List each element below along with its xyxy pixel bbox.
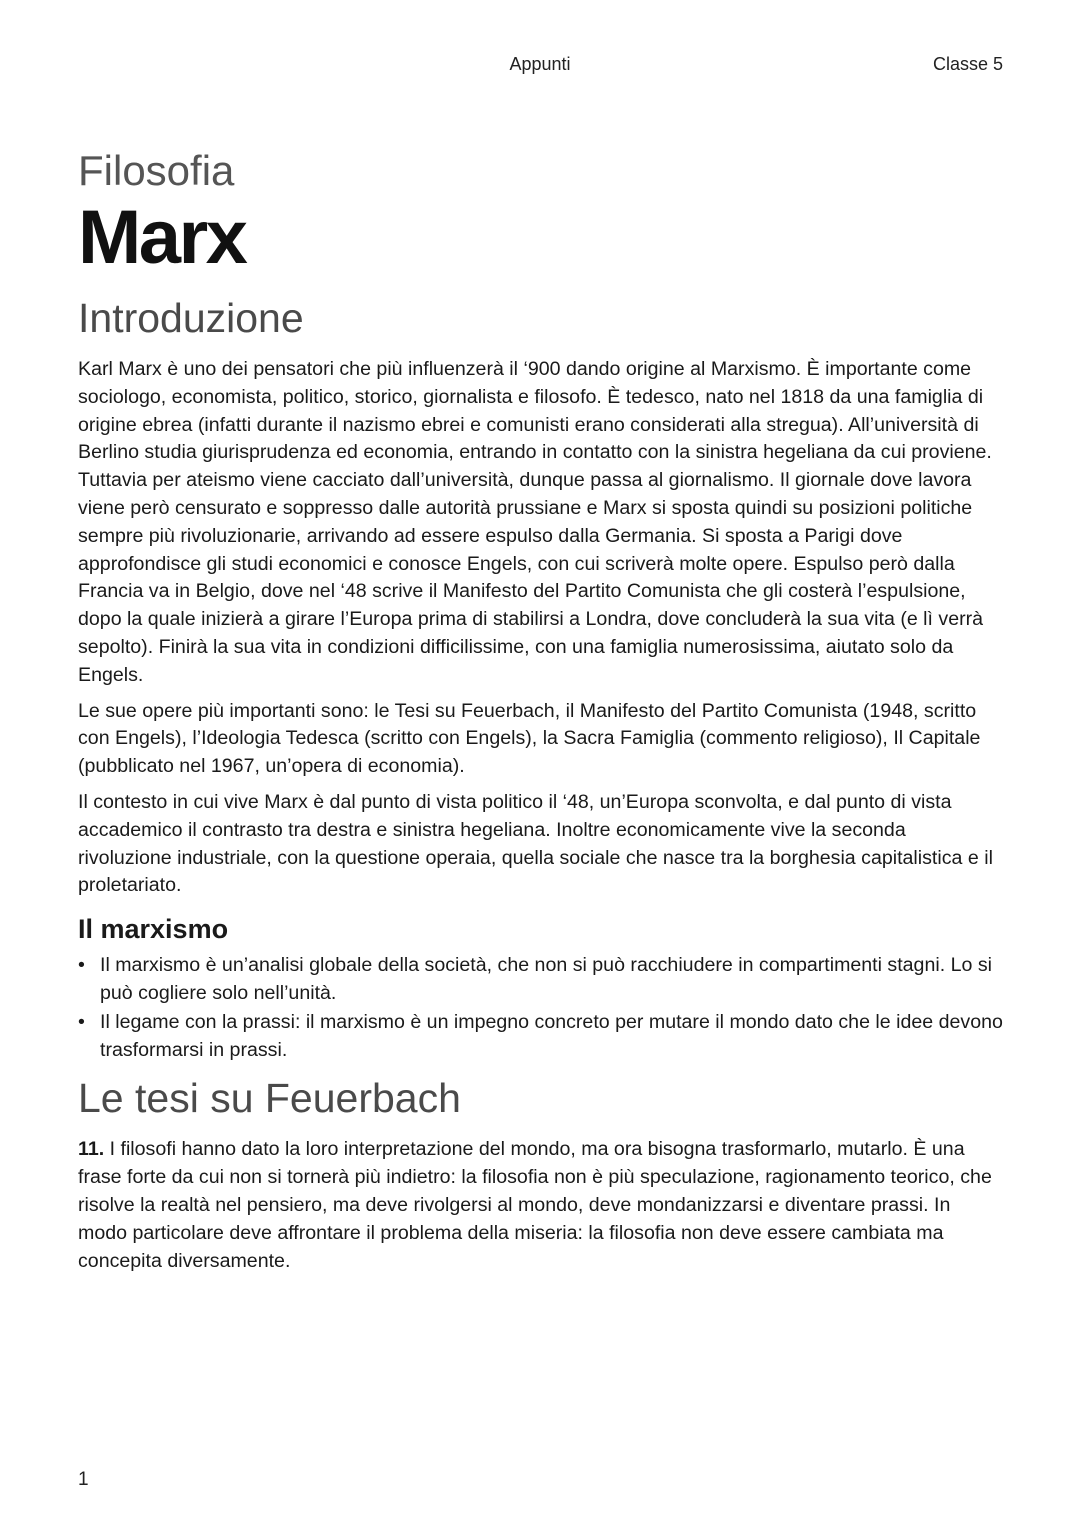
list-item — [78, 1009, 1003, 1065]
list-item — [78, 952, 1003, 1008]
page-title: Marx — [78, 195, 246, 280]
list-item-text: Il marxismo è un’analisi globale della società, che non si può racchiudere in compartimenti stagni. Lo si può cogliere solo nell’unità. — [100, 954, 992, 1004]
class-label: Classe 5 — [932, 54, 1003, 74]
thesis-text: I filosofi hanno dato la loro interpretazione del mondo, ma ora bisogna trasformarlo, mutarlo. È una frase forte da cui non si tornerà più indietro: la filosofia non è più speculazione, ragionamento teorico, che risolve la realtà nel pensiero, ma deve rivolgersi al mondo, deve mondanizzarsi e diventare prassi. In modo particolare deve affrontare il problema della miseria: la filosofia non deve essere cambiata ma concepita diversamente. — [78, 1138, 992, 1272]
list-item-text: Il legame con la prassi: il marxismo è un impegno concreto per mutare il mondo dato che le idee devono trasformarsi in prassi. — [100, 1010, 1003, 1061]
intro-paragraph-3: Il contesto in cui vive Marx è dal punto di vista politico il ‘48, un’Europa sconvolta, e dal punto di vista accademico il contrasto tra destra e sinistra hegeliana. Inoltre economicamente vive la seconda rivoluzione industriale, con la questione operaia, quella sociale che nasce tra la borghesia capitalistica e il proletariato. — [78, 790, 993, 897]
subject-heading: Filosofia — [78, 147, 235, 194]
thesis-11-paragraph — [78, 1136, 1003, 1275]
section-heading-introduzione: Introduzione — [78, 295, 304, 341]
section-heading-feuerbach: Le tesi su Feuerbach — [78, 1075, 461, 1122]
intro-paragraph-2: Le sue opere più importanti sono: le Tesi su Feuerbach, il Manifesto del Partito Comunista (1948, scritto con Engels), l’Ideologia Tedesca (scritto con Engels), la Sacra Famiglia (commento religioso), Il Capitale (pubblicato nel 1967, un’opera di economia). — [78, 699, 981, 778]
running-header: Appunti — [509, 54, 571, 74]
thesis-number: 11. — [78, 1138, 105, 1161]
subsection-heading-marxismo: Il marxismo — [78, 914, 229, 945]
marxismo-list — [78, 952, 1003, 1064]
bullet-icon: • — [78, 954, 85, 977]
page-number: 1 — [78, 1469, 89, 1490]
page-content — [78, 146, 1003, 1283]
bullet-icon: • — [78, 1010, 85, 1033]
intro-paragraph-1: Karl Marx è uno dei pensatori che più influenzerà il ‘900 dando origine al Marxismo. È importante come sociologo, economista, politico, storico, giornalista e filosofo. È tedesco, nato nel 1818 da una famiglia di origine ebrea (infatti durante il nazismo ebrei e comunisti erano considerati alla stregua). All’università di Berlino studia giurisprudenza ed economia, entrando in contatto con la sinistra hegeliana da cui proviene. Tuttavia per ateismo viene cacciato dall’università, dunque passa al giornalismo. Il giornale dove lavora viene però censurato e soppresso dalle autorità prussiane e Marx si sposta quindi su posizioni politiche sempre più rivoluzionarie, arrivando ad essere espulso dalla Germania. Si sposta a Parigi dove approfondisce gli studi economici e conosce Engels, con cui scriverà molte opere. Espulso però dalla Francia va in Belgio, dove nel ‘48 scrive il Manifesto del Partito Comunista che gli costerà l’espulsione, dopo la quale inizierà a girare l’Europa prima di stabilirsi a Londra, dove concluderà la sua vita (e lì verrà sepolto). Finirà la sua vita in condizioni difficilissime, con una famiglia numerosissima, aiutato solo da Engels. — [78, 358, 992, 686]
